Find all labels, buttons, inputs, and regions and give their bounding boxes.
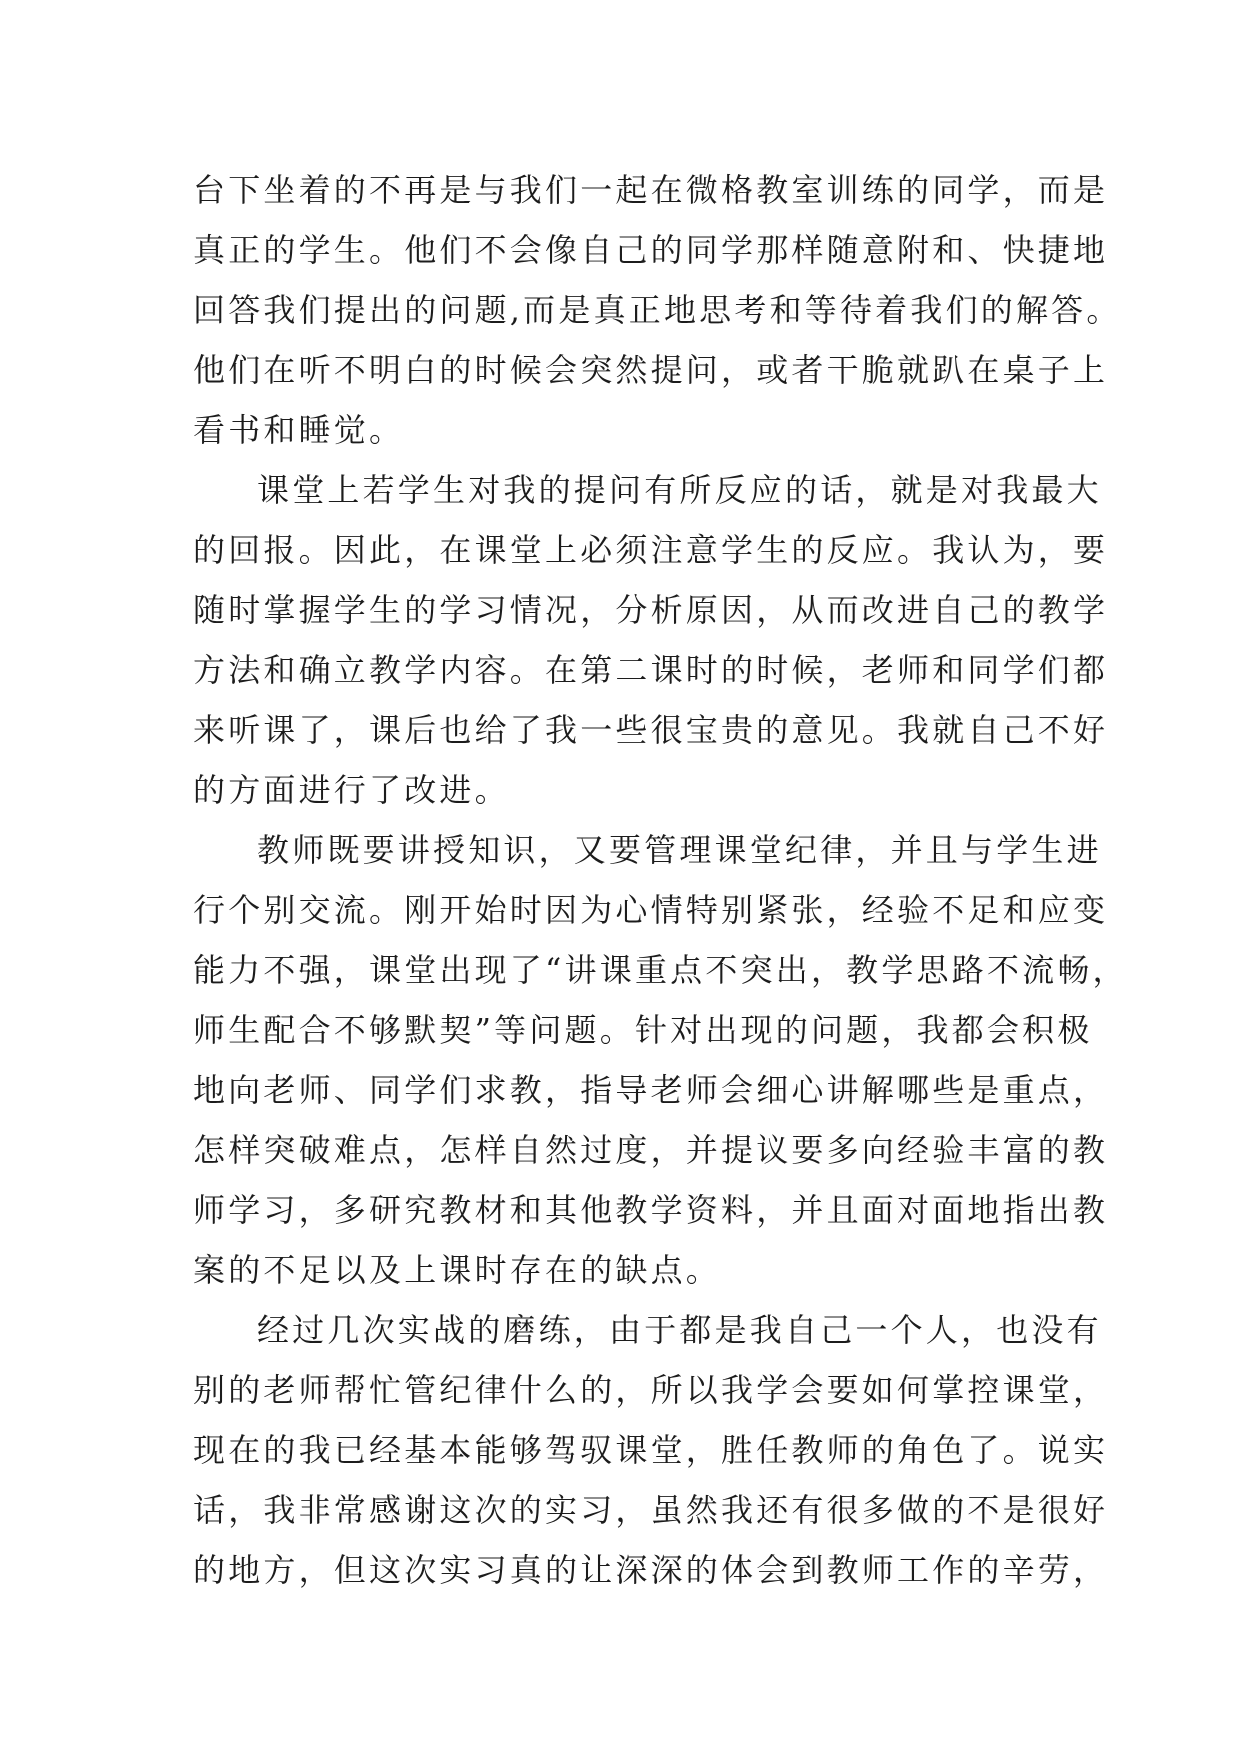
paragraph-first-line: 经过几次实战的磨练，由于都是我自己一个人，也没有	[257, 1311, 1102, 1349]
text-line: 的地方，但这次实习真的让深深的体会到教师工作的辛劳，	[193, 1551, 1109, 1589]
text-line: 师生配合不够默契”等问题。针对出现的问题，我都会积极	[193, 1011, 1093, 1049]
text-line: 师学习，多研究教材和其他教学资料，并且面对面地指出教	[193, 1191, 1109, 1229]
text-line: 行个别交流。刚开始时因为心情特别紧张，经验不足和应变	[193, 891, 1109, 929]
text-line: 他们在听不明白的时候会突然提问，或者干脆就趴在桌子上	[193, 351, 1109, 389]
text-line: 来听课了，课后也给了我一些很宝贵的意见。我就自己不好	[193, 711, 1109, 749]
text-line: 台下坐着的不再是与我们一起在微格教室训练的同学，而是	[193, 171, 1109, 209]
paragraph-first-line: 课堂上若学生对我的提问有所反应的话，就是对我最大	[257, 471, 1102, 509]
text-line: 随时掌握学生的学习情况，分析原因，从而改进自己的教学	[193, 591, 1109, 629]
text-line: 现在的我已经基本能够驾驭课堂，胜任教师的角色了。说实	[193, 1431, 1109, 1469]
text-line: 地向老师、同学们求教，指导老师会细心讲解哪些是重点，	[193, 1071, 1109, 1109]
text-line: 的回报。因此，在课堂上必须注意学生的反应。我认为，要	[193, 531, 1109, 569]
text-line: 别的老师帮忙管纪律什么的，所以我学会要如何掌控课堂，	[193, 1371, 1109, 1409]
text-line: 话，我非常感谢这次的实习，虽然我还有很多做的不是很好	[193, 1491, 1109, 1529]
text-line: 看书和睡觉。	[193, 411, 405, 449]
text-line: 方法和确立教学内容。在第二课时的时候，老师和同学们都	[193, 651, 1109, 689]
text-line: 能力不强，课堂出现了“讲课重点不突出，教学思路不流畅，	[193, 951, 1128, 989]
body-text	[193, 160, 1128, 1600]
text-line: 的方面进行了改进。	[193, 771, 510, 809]
text-line: 真正的学生。他们不会像自己的同学那样随意附和、快捷地	[193, 231, 1109, 269]
paragraph-first-line: 教师既要讲授知识，又要管理课堂纪律，并且与学生进	[257, 831, 1102, 869]
text-line: 怎样突破难点，怎样自然过度，并提议要多向经验丰富的教	[193, 1131, 1109, 1169]
text-line: 回答我们提出的问题,而是真正地思考和等待着我们的解答。	[193, 291, 1122, 329]
text-line: 案的不足以及上课时存在的缺点。	[193, 1251, 722, 1289]
